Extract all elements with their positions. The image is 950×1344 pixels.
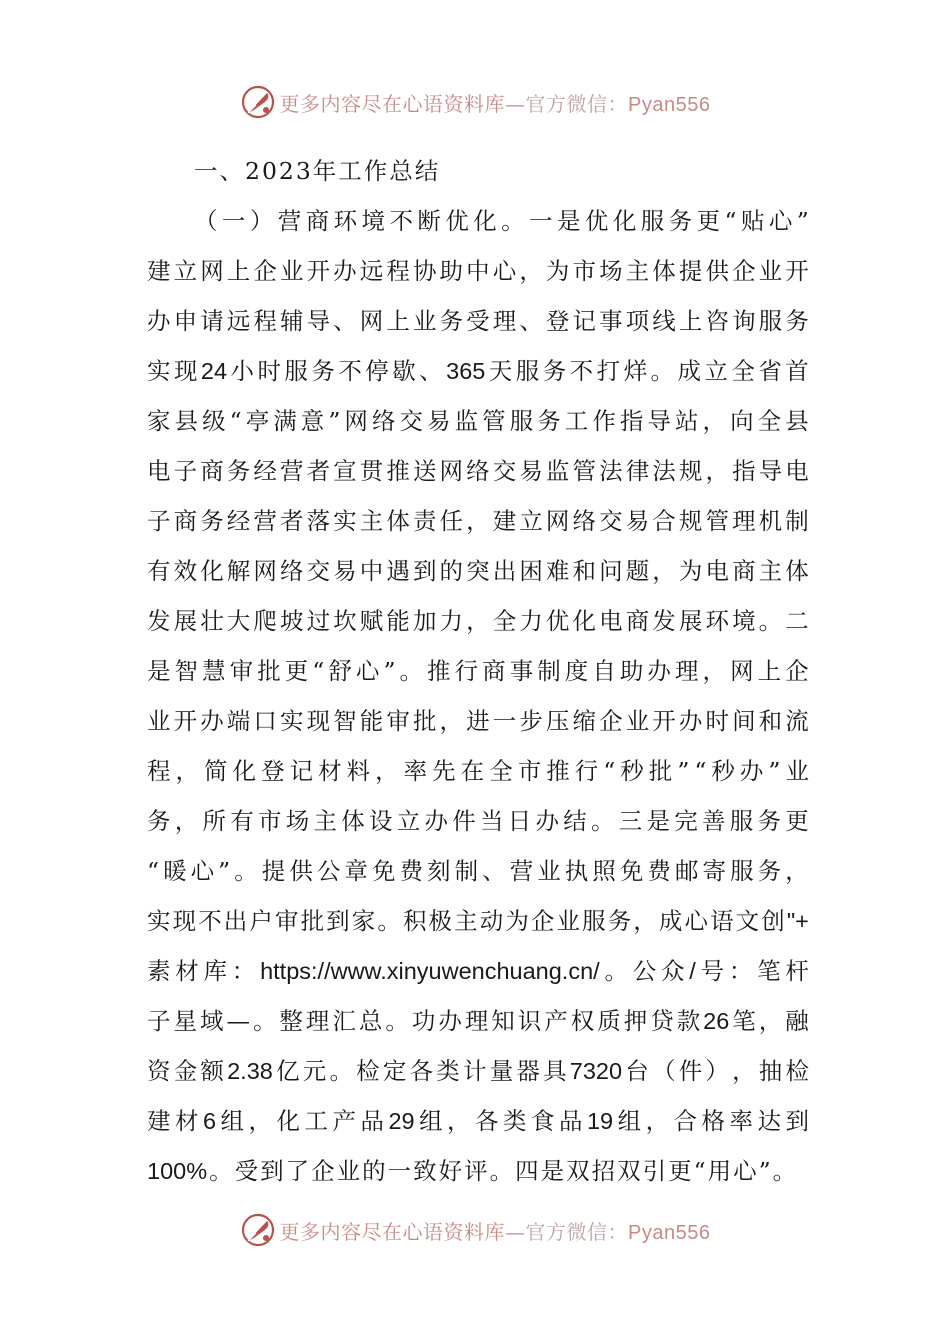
watermark-wechat-id: Pyan556	[628, 1221, 711, 1244]
body-line: 务 ， 所 有 市 场 主 体 设 立 办 件 当 日 办 结 。 三 是 完 善 服 务 更	[147, 807, 809, 835]
body-line: 子 星 域 — 。 整 理 汇 总 。 功 办 理 知 识 产 权 质 押 贷 款 26 笔 ， 融	[147, 1007, 809, 1035]
body-line: 电 子 商 务 经 营 者 宣 贯 推 送 网 络 交 易 监 管 法 律 法 规 ， 指 导 电	[147, 457, 809, 485]
watermark-banner-bottom	[0, 1208, 950, 1252]
body-line: 发 展 壮 大 爬 坡 过 坎 赋 能 加 力 ， 全 力 优 化 电 商 发 展 环 境 。 二	[147, 607, 809, 635]
watermark-site-text: 更多内容尽在心语资料库	[279, 1219, 506, 1244]
body-line: 业 开 办 端 口 实 现 智 能 审 批 ， 进 一 步 压 缩 企 业 开 办 时 间 和 流	[147, 707, 809, 735]
body-line: 程 ， 简 化 登 记 材 料 ， 率 先 在 全 市 推 行 “ 秒 批 ” “ 秒 办 ” 业	[147, 757, 809, 785]
quill-logo-icon	[240, 84, 276, 120]
watermark-wechat-id: Pyan556	[628, 93, 711, 116]
watermark-text	[280, 88, 711, 117]
body-line: 有 效 化 解 网 络 交 易 中 遇 到 的 突 出 困 难 和 问 题 ， 为 电 商 主 体	[147, 557, 809, 585]
watermark-wechat-label: 官方微信：	[525, 1219, 629, 1244]
document-body	[147, 146, 809, 1196]
body-paragraph	[147, 196, 809, 1196]
watermark-wechat-label: 官方微信：	[525, 91, 629, 116]
body-line: （ 一 ） 营 商 环 境 不 断 优 化 。 一 是 优 化 服 务 更 “ 贴 心 ”	[194, 207, 809, 235]
body-line: 是 智 慧 审 批 更 “ 舒 心 ” 。 推 行 商 事 制 度 自 助 办 理 ， 网 上 企	[147, 657, 809, 685]
watermark-text	[280, 1216, 711, 1245]
body-line: 家 县 级 “ 亭 满 意 ” 网 络 交 易 监 管 服 务 工 作 指 导 站 ， 向 全 县	[147, 407, 809, 435]
watermark-dash: —	[505, 1219, 526, 1244]
body-line: 100% 。 受 到 了 企 业 的 一 致 好 评 。 四 是 双 招 双 引 更 “ 用 心 ” 。	[147, 1157, 797, 1185]
section-heading: 一、2023年工作总结	[194, 157, 441, 185]
watermark-site-text: 更多内容尽在心语资料库	[279, 91, 506, 116]
watermark-banner-top	[0, 80, 950, 124]
quill-logo-icon	[240, 1212, 276, 1248]
body-line: 资 金 额 2.38 亿 元 。 检 定 各 类 计 量 器 具 7320 台 （ 件 ） ， 抽 检	[147, 1057, 809, 1085]
watermark-dash: —	[505, 91, 526, 116]
body-line: 建 立 网 上 企 业 开 办 远 程 协 助 中 心 ， 为 市 场 主 体 提 供 企 业 开	[147, 257, 809, 285]
body-line: 子 商 务 经 营 者 落 实 主 体 责 任 ， 建 立 网 络 交 易 合 规 管 理 机 制	[147, 507, 809, 535]
body-line: 实 现 不 出 户 审 批 到 家 。 积 极 主 动 为 企 业 服 务 ， 成 心 语 文 创 "+	[147, 907, 809, 935]
body-line: 实 现 24 小 时 服 务 不 停 歇 、 365 天 服 务 不 打 烊 。 成 立 全 省 首	[147, 357, 809, 385]
body-line: “ 暖 心 ” 。 提 供 公 章 免 费 刻 制 、 营 业 执 照 免 费 邮 寄 服 务 ，	[147, 857, 809, 885]
body-line: 建 材 6 组 ， 化 工 产 品 29 组 ， 各 类 食 品 19 组 ， 合 格 率 达 到	[147, 1107, 809, 1135]
body-line: 办 申 请 远 程 辅 导 、 网 上 业 务 受 理 、 登 记 事 项 线 上 咨 询 服 务	[147, 307, 809, 335]
body-line: 素 材 库 ： https://www.xinyuwenchuang.cn/ 。 公 众 / 号 ： 笔 杆	[147, 957, 809, 985]
